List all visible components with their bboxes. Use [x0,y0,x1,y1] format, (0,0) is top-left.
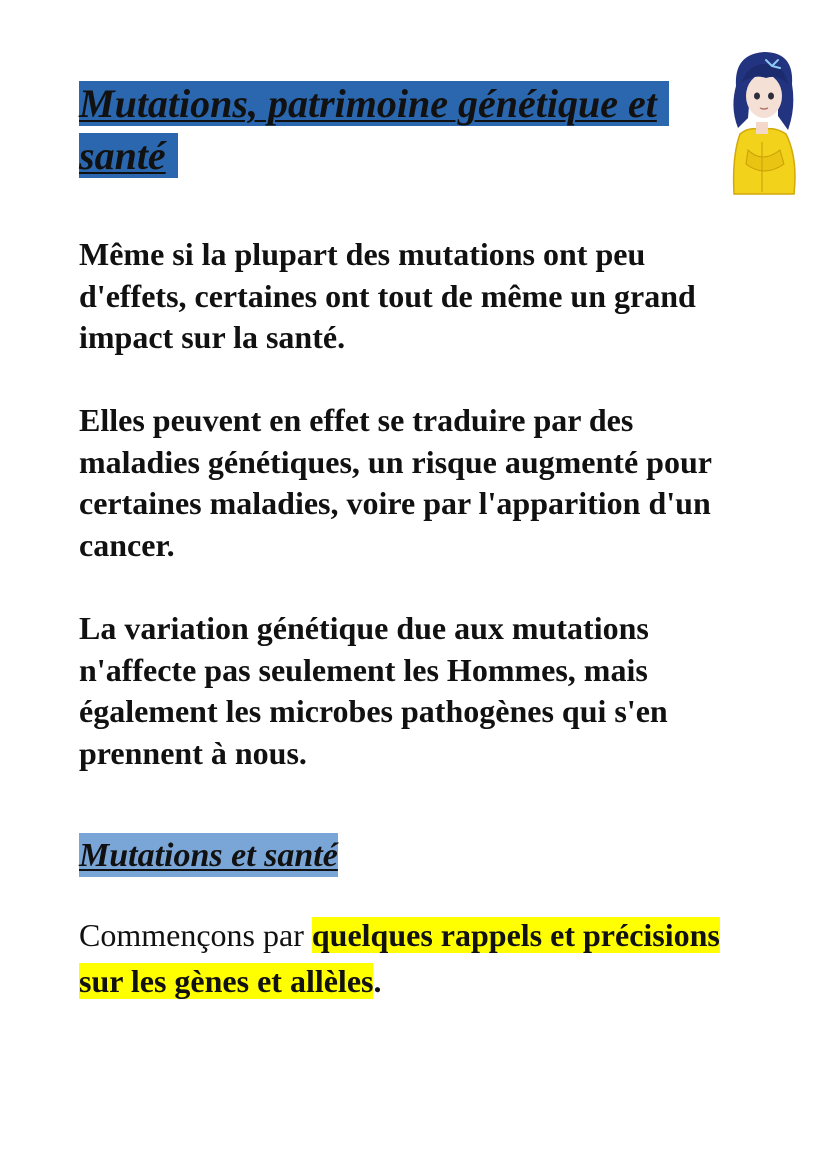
cartoon-girl-yellow-raincoat-icon [722,46,802,198]
title-block [79,78,699,182]
section-intro [79,912,769,1004]
intro-plain-text: Commençons par [79,917,312,953]
paragraph-3: La variation génétique due aux mutations n'affecte pas seulement les Hommes, mais également les microbes pathogènes qui s'en prennent à nous. [79,610,668,771]
paragraph-1: Même si la plupart des mutations ont peu d'effets, certaines ont tout de même un grand impact sur la santé. [79,236,696,355]
section-title: Mutations et santé [79,833,338,877]
intro-highlighted-text: quelques rappels et précisions sur les gènes et allèles [79,917,720,999]
intro-end-punctuation: . [373,963,382,999]
paragraph-2: Elles peuvent en effet se traduire par des maladies génétiques, un risque augmenté pour certaines maladies, voire par l'apparition d'un cancer. [79,402,712,563]
page-title: Mutations, patrimoine génétique et santé [79,81,669,178]
